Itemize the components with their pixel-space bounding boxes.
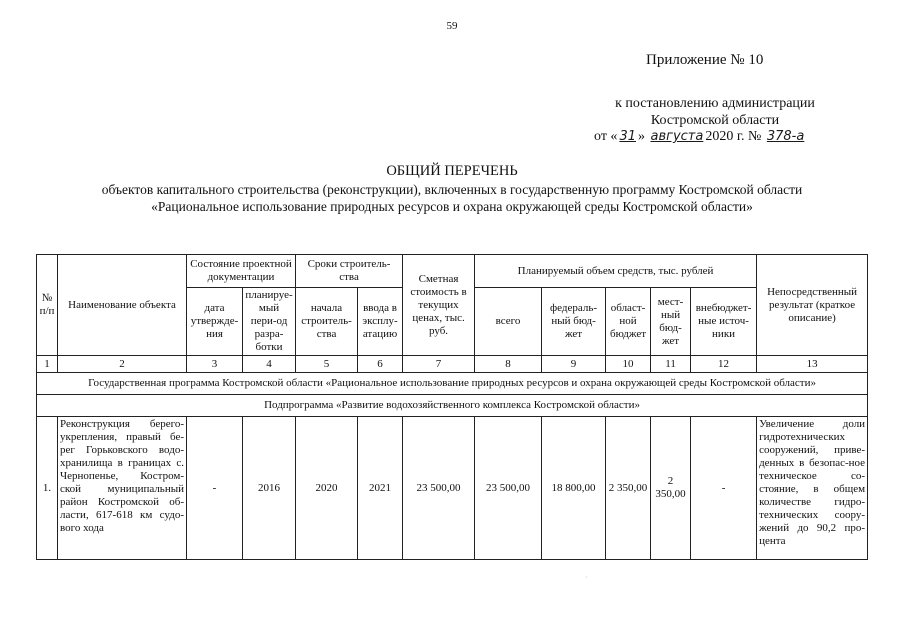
row-number: 1. [37, 417, 58, 560]
funds-federal: 18 800,00 [542, 417, 606, 560]
column-number: 2 [58, 356, 187, 373]
subprogram-row [37, 395, 868, 417]
header-funds-federal: федераль-ный бюд-жет [542, 288, 606, 356]
header-result: Непосредственный результат (краткое описание) [757, 255, 868, 356]
table-row [37, 417, 868, 560]
decree-line-2: Костромской области [650, 113, 780, 128]
document-title: ОБЩИЙ ПЕРЕЧЕНЬ [386, 163, 518, 179]
header-terms: Сроки строитель-ства [296, 255, 403, 288]
object-name: Реконструкция берего-укрепления, правый бе-рег Горьковского водо-хранилища в границах с. Чернопенье, Костром-ской муниципальный район Костромской об-ласти, 617-618 км судо-вого хода [58, 417, 187, 560]
estimated-cost: 23 500,00 [403, 417, 475, 560]
header-funds-extra: внебюджет-ные источ-ники [691, 288, 757, 356]
column-number: 6 [358, 356, 403, 373]
commissioning: 2021 [358, 417, 403, 560]
column-number: 13 [757, 356, 868, 373]
column-number: 7 [403, 356, 475, 373]
header-row-1 [37, 255, 868, 288]
funds-total: 23 500,00 [475, 417, 542, 560]
decree-number: 378-а [766, 129, 805, 144]
column-number: 9 [542, 356, 606, 373]
header-num: № п/п [37, 255, 58, 356]
doc-planned-period: 2016 [243, 417, 296, 560]
decree-year: 2020 г. № [705, 129, 765, 144]
column-number: 8 [475, 356, 542, 373]
funds-extra: - [691, 417, 757, 560]
column-number: 5 [296, 356, 358, 373]
header-funds-local: мест-ный бюд-жет [651, 288, 691, 356]
funds-regional: 2 350,00 [606, 417, 651, 560]
header-docs-planned: планируе-мый пери-од разра-ботки [243, 288, 296, 356]
header-docs-approved: дата утвержде-ния [187, 288, 243, 356]
decree-month: августа [650, 129, 704, 144]
decree-date-line [594, 129, 806, 145]
subprogram-title: Подпрограмма «Развитие водохозяйственного комплекса Костромской области» [37, 395, 868, 417]
funds-local: 2 350,00 [651, 417, 691, 560]
header-funds-regional: област-ной бюджет [606, 288, 651, 356]
decree-line-1: к постановлению администрации [615, 96, 815, 111]
decree-day: 31 [619, 129, 636, 144]
doc-approved-date: - [187, 417, 243, 560]
document-subtitle: объектов капитального строительства (реконструкции), включенных в государственную программу Костромской области «Рациональное использование природных ресурсов и охрана окружающей среды Костромской области» [101, 182, 803, 214]
construction-start: 2020 [296, 417, 358, 560]
header-docs: Состояние проектной документации [187, 255, 296, 288]
direct-result: Увеличение доли гидротехнических сооружений, приве-денных в безопас-ное техническое со-стояние, в общем количестве гидро-технических соору-жений до 90,2 про-цента [757, 417, 868, 560]
header-name: Наименование объекта [58, 255, 187, 356]
decree-from: от « [594, 129, 618, 144]
column-number: 11 [651, 356, 691, 373]
program-row [37, 373, 868, 395]
header-funds: Планируемый объем средств, тыс. рублей [475, 255, 757, 288]
column-number: 3 [187, 356, 243, 373]
page-number: 59 [446, 20, 458, 32]
column-number: 12 [691, 356, 757, 373]
appendix-label: Приложение № 10 [646, 52, 764, 68]
column-number: 1 [37, 356, 58, 373]
header-funds-total: всего [475, 288, 542, 356]
decree-mid: » [637, 129, 649, 144]
header-cost: Сметная стоимость в текущих ценах, тыс. руб. [403, 255, 475, 356]
scan-dot: · [585, 573, 588, 582]
header-terms-commission: ввода в эксплу-атацию [358, 288, 403, 356]
column-number: 4 [243, 356, 296, 373]
header-terms-start: начала строитель-ства [296, 288, 358, 356]
program-title: Государственная программа Костромской области «Рациональное использование природных ресурсов и охрана окружающей среды Костромской области» [37, 373, 868, 395]
column-number: 10 [606, 356, 651, 373]
decree-reference [590, 95, 840, 129]
objects-table [36, 254, 868, 560]
column-number-row [37, 356, 868, 373]
